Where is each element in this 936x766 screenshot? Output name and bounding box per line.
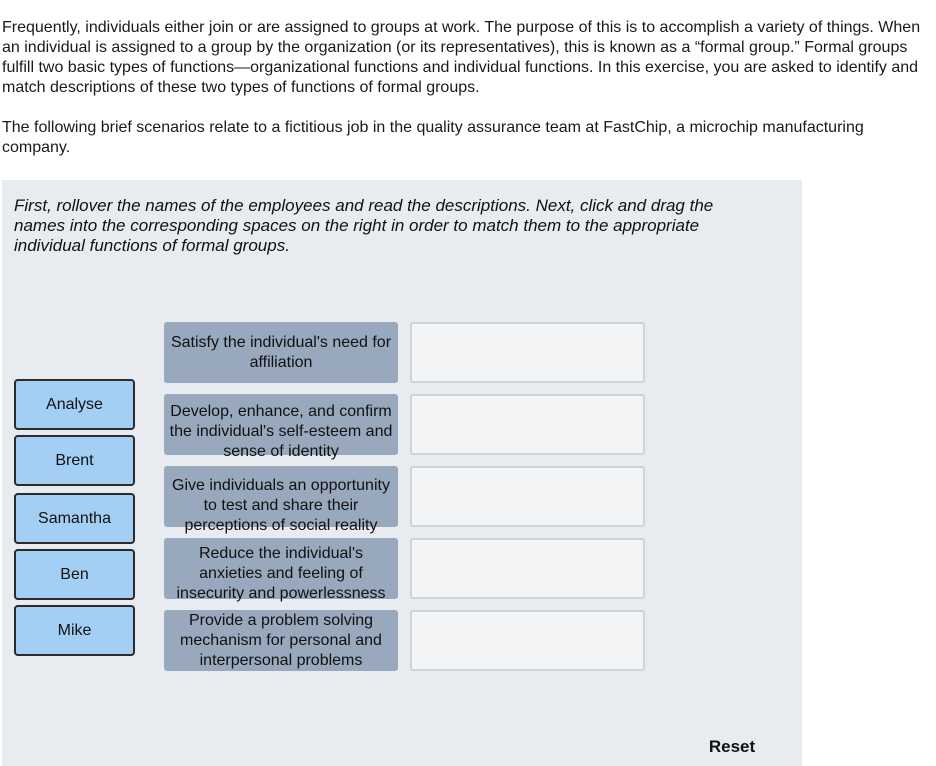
- drop-zone-5[interactable]: [410, 610, 645, 671]
- function-label-affiliation: Satisfy the individual's need for affiliation: [164, 322, 398, 383]
- intro-text: [2, 18, 934, 178]
- intro-paragraph-2: The following brief scenarios relate to a fictitious job in the quality assurance team at FastChip, a microchip manufacturing company.: [2, 119, 864, 156]
- drop-zone-1[interactable]: [410, 322, 645, 383]
- drop-zone-2[interactable]: [410, 394, 645, 455]
- drop-zone-3[interactable]: [410, 466, 645, 527]
- reset-button[interactable]: Reset: [708, 737, 756, 756]
- drop-zone-4[interactable]: [410, 538, 645, 599]
- name-tile-analyse[interactable]: Analyse: [14, 379, 135, 430]
- function-label-social-reality: Give individuals an opportunity to test and share their perceptions of social reality: [164, 466, 398, 527]
- name-tile-mike[interactable]: Mike: [14, 605, 135, 656]
- name-tile-ben[interactable]: Ben: [14, 549, 135, 600]
- function-label-problem-solving: Provide a problem solving mechanism for personal and interpersonal problems: [164, 610, 398, 671]
- activity-instructions: First, rollover the names of the employees and read the descriptions. Next, click and drag the names into the corresponding spaces on the right in order to match them to the appropriate individual functions of formal groups.: [14, 196, 714, 255]
- function-label-reduce-anxiety: Reduce the individual's anxieties and feeling of insecurity and powerlessness: [164, 538, 398, 599]
- matching-activity-panel: [2, 180, 802, 766]
- name-tile-brent[interactable]: Brent: [14, 435, 135, 486]
- name-tile-samantha[interactable]: Samantha: [14, 493, 135, 544]
- function-label-self-esteem: Develop, enhance, and confirm the individual's self-esteem and sense of identity: [164, 394, 398, 455]
- intro-paragraph-1: Frequently, individuals either join or are assigned to groups at work. The purpose of this is to accomplish a variety of things. When an individual is assigned to a group by the organization (or its representatives), this is known as a “formal group.” Formal groups fulfill two basic types of functions—organizational functions and individual functions. In this exercise, you are asked to identify and match descriptions of these two types of functions of formal groups.: [2, 19, 921, 96]
